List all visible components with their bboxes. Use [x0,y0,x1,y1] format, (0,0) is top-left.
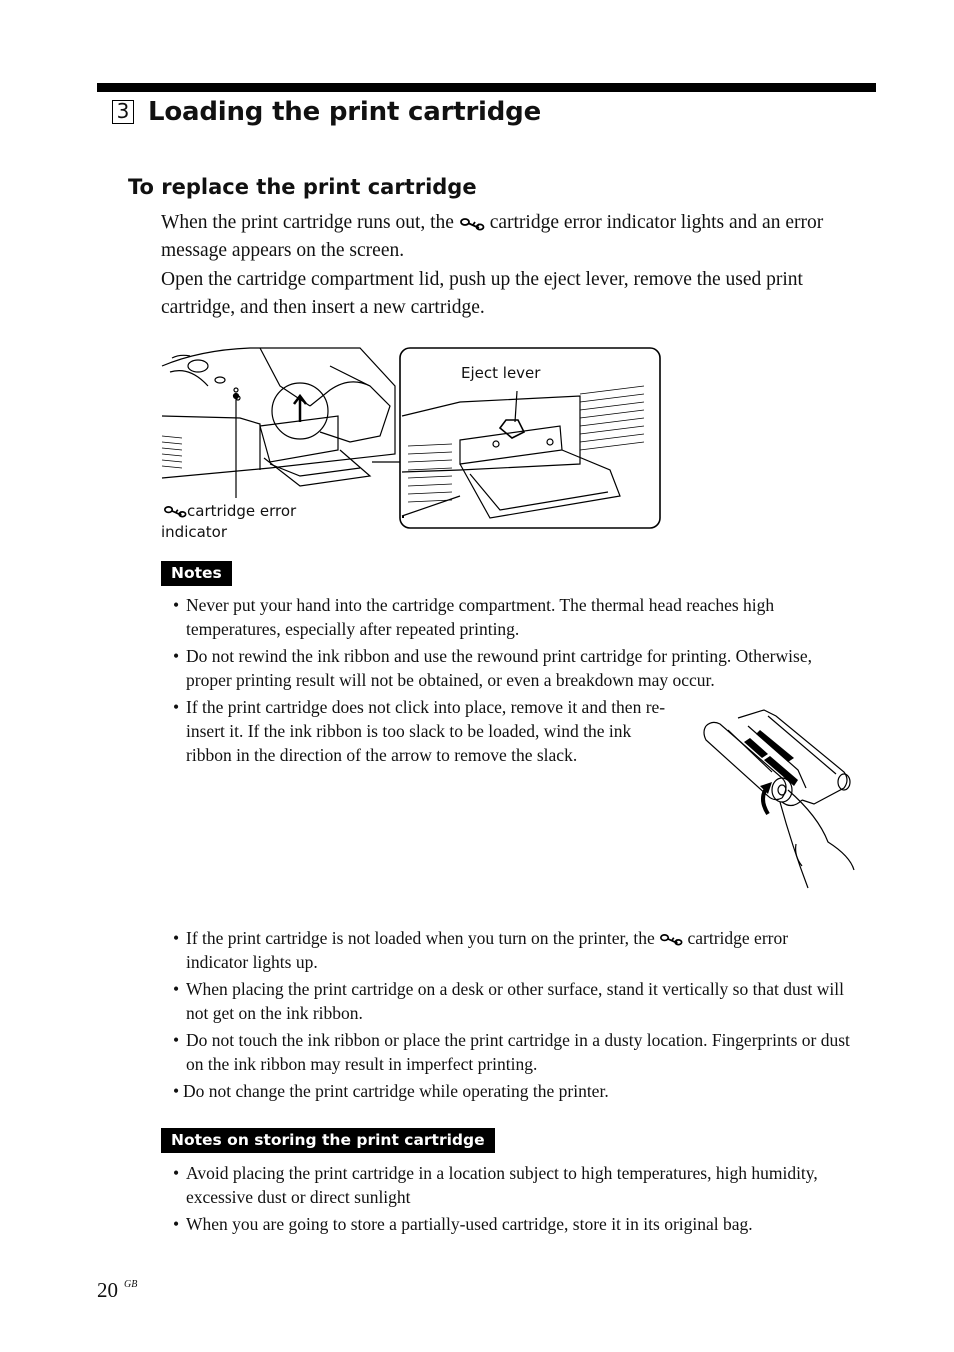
intro-text-start: When the print cartridge runs out, the [161,212,454,233]
storing-note-text: When you are going to store a partially-used cartridge, store it in its original bag. [186,1214,753,1234]
cartridge-winding-illustration [698,706,858,894]
subsection-title: To replace the print cartridge [128,175,477,199]
top-rule [97,83,876,92]
notes-tag: Notes [161,561,232,586]
note-item: • Do not change the print cartridge while operating the printer. [173,1081,609,1101]
note-text: Never put your hand into the cartridge compartment. The thermal head reaches high temperatures, especially after repeated printing. [186,595,775,639]
eject-lever-label: Eject lever [461,364,541,382]
note-text: If the print cartridge does not click into place, remove it and then re-insert it. If the ink ribbon is too slack to be loaded, wind the ink ribbon in the direction of the arrow to remove the slack. [186,697,666,765]
region-code: GB [124,1279,138,1290]
storing-note-item: • Avoid placing the print cartridge in a location subject to high temperatures, high humidity, excessive dust or direct sunlight [173,1163,818,1207]
note-item: • Do not rewind the ink ribbon and use the rewound print cartridge for printing. Otherwise, proper printing result will not be obtained, or even a breakdown may occur. [173,646,812,690]
section-heading [112,94,541,130]
note-text: Do not touch the ink ribbon or place the print cartridge in a dusty location. Fingerprints or dust on the ink ribbon may result in imperfect printing. [186,1030,850,1074]
page-number [97,1278,137,1303]
cartridge-error-icon [163,505,187,518]
indicator-label [163,501,296,543]
indicator-label-line2: indicator [161,523,228,541]
storing-notes-list [173,1161,853,1239]
note-text: Do not rewind the ink ribbon and use the rewound print cartridge for printing. Otherwise, proper printing result will not be obtained, or even a breakdown may occur. [186,646,812,690]
intro-text-end: cartridge error indicator lights and an error message appears on the screen. [161,212,824,261]
page-number-value: 20 [97,1278,118,1302]
note-text-end: cartridge error indicator lights up. [186,928,789,972]
section-title: Loading the print cartridge [148,97,542,127]
note-item: • Do not touch the ink ribbon or place the print cartridge in a dusty location. Fingerprints or dust on the ink ribbon may result in imperfect printing. [173,1030,850,1074]
note-item: • If the print cartridge is not loaded when you turn on the printer, the cartridge error indicator lights up. [173,928,789,972]
note-item: • When placing the print cartridge on a desk or other surface, stand it vertically so that dust will not get on the ink ribbon. [173,979,844,1023]
replace-paragraph: Open the cartridge compartment lid, push up the eject lever, remove the used print cartridge, and then insert a new cartridge. [161,269,803,318]
storing-note-text: Avoid placing the print cartridge in a location subject to high temperatures, high humidity, excessive dust or direct sunlight [186,1163,818,1207]
cartridge-error-icon [659,933,683,946]
note-text-start: If the print cartridge is not loaded when you turn on the printer, the [186,928,655,948]
intro-paragraph [161,209,871,265]
notes-list-continued [173,926,853,1106]
step-number-box: 3 [112,100,134,124]
cartridge-error-icon [459,217,485,231]
storing-notes-tag: Notes on storing the print cartridge [161,1128,495,1153]
note-item: • Never put your hand into the cartridge compartment. The thermal head reaches high temperatures, especially after repeated printing. [173,595,775,639]
note-item: • If the print cartridge does not click into place, remove it and then re-insert it. If the ink ribbon is too slack to be loaded, wind the ink ribbon in the direction of the arrow to remove the slack. [173,697,666,765]
indicator-label-line1: cartridge error [187,502,297,520]
note-text: Do not change the print cartridge while operating the printer. [183,1081,609,1101]
storing-note-item: • When you are going to store a partially-used cartridge, store it in its original bag. [173,1214,753,1234]
note-text: When placing the print cartridge on a desk or other surface, stand it vertically so that dust will not get on the ink ribbon. [186,979,844,1023]
